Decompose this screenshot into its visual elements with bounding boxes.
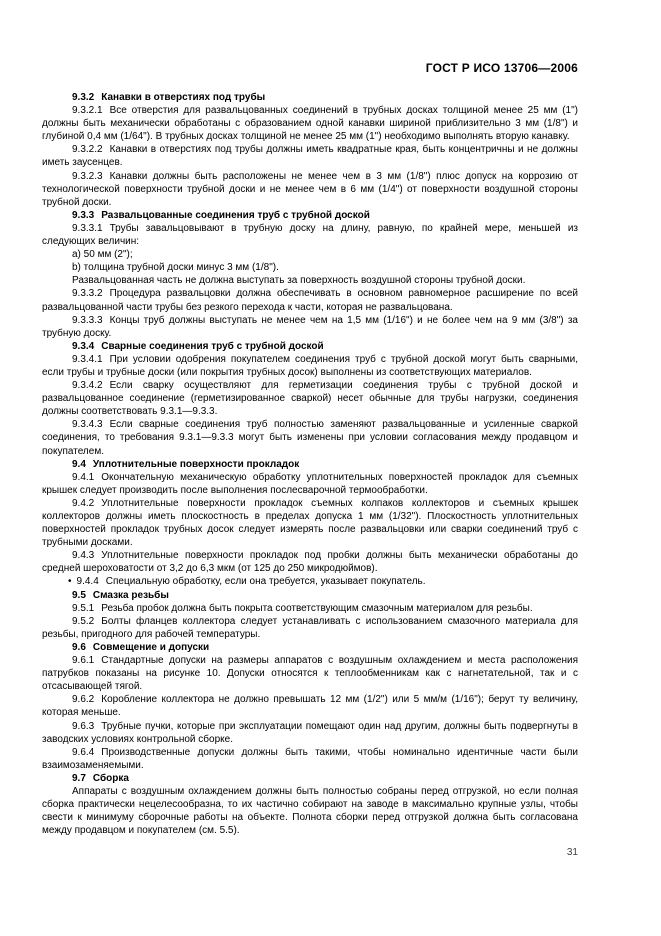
section-heading <box>42 772 578 785</box>
paragraph-text: Канавки должны быть расположены не менее чем в 3 мм (1/8") плюс допуск на коррозию от технологической поверхности трубной доски и не менее чем в 6 мм (1/4") от поверхности воздушной стороны трубной доски. <box>42 170 578 208</box>
paragraph <box>42 222 578 248</box>
list-item <box>42 248 578 261</box>
list-item-text: b) толщина трубной доски минус 3 мм (1/8"). <box>72 262 279 274</box>
document-code-header: ГОСТ Р ИСО 13706—2006 <box>425 61 578 75</box>
paragraph-text: Если сварку осуществляют для герметизации соединения трубы с трубной доской и развальцованное соединение (герметизированное сваркой) несет обычные для трубы нагрузки, соединения должны соответствовать 9.3.1—9.3.3. <box>42 380 578 418</box>
clause-number: 9.3.3.3 <box>72 314 103 326</box>
paragraph-text: Развальцованная часть не должна выступать за поверхность воздушной стороны трубной доски. <box>72 275 526 287</box>
paragraph-text: Все отверстия для развальцованных соединений в трубных досках толщиной менее 25 мм (1") должны быть механически обработаны с образованием одной канавки шириной приблизительно 3 мм (1/8") и глубиной 0,4 мм (1/64"). В трубных досках толщиной не менее 25 мм (1") необходимо выполнять вторую канавку. <box>42 105 578 143</box>
clause-number: 9.3.3 <box>72 209 95 221</box>
paragraph-text: Аппараты с воздушным охлаждением должны быть полностью собраны перед отгрузкой, но если полная сборка практически нецелесообразна, то их частично собирают на заводе в максимально крупные узлы, чтобы свести к минимуму сборочные работы на объекте. Полнота сборки перед отгрузкой должна быть согласована между продавцом и покупателем (см. 5.5). <box>42 785 578 837</box>
clause-number: 9.6.1 <box>72 655 95 667</box>
section-heading <box>42 209 578 222</box>
paragraph <box>42 418 578 457</box>
heading-text: Сборка <box>92 772 129 784</box>
heading-text: Канавки в отверстиях под трубы <box>101 92 266 103</box>
paragraph-text: Уплотнительные поверхности прокладок съемных колпаков коллекторов и съемных крышек коллекторов должны иметь плоскостность в пределах допуска 1 мм (1/32"). Плоскостность уплотнительных поверхностей прокладок трубных досок следует измерять после развальцовки или сварки соединений труб с трубными досками. <box>42 497 578 549</box>
clause-number: 9.5.2 <box>72 615 95 627</box>
clause-number: 9.3.3.1 <box>72 222 103 234</box>
paragraph-text: Концы труб должны выступать не менее чем на 1,5 мм (1/16") и не более чем на 9 мм (3/8") за трубную доску. <box>42 314 578 339</box>
list-item <box>42 261 578 274</box>
clause-number: 9.5 <box>72 589 86 601</box>
document-body <box>42 91 578 859</box>
clause-number: 9.4 <box>72 458 86 470</box>
clause-number: 9.6.2 <box>72 694 95 706</box>
paragraph <box>42 785 578 837</box>
paragraph-text: Процедура развальцовки должна обеспечивать в основном равномерное расширение по всей развальцованной части трубы без резкого перехода к части, которая не развальцована. <box>42 288 578 313</box>
clause-number: 9.3.4 <box>72 340 95 352</box>
bullet-icon: • <box>68 576 72 588</box>
paragraph <box>42 693 578 719</box>
clause-number: 9.6 <box>72 641 86 653</box>
clause-number: 9.3.4.2 <box>72 380 103 392</box>
heading-text: Сварные соединения труб с трубной доской <box>101 340 324 352</box>
section-heading <box>42 641 578 654</box>
clause-number: 9.3.3.2 <box>72 288 103 300</box>
paragraph <box>42 314 578 340</box>
paragraph <box>42 602 578 615</box>
heading-text: Совмещение и допуски <box>92 641 210 653</box>
paragraph-text: Производственные допуски должны быть такими, чтобы номинально идентичные части были взаимозаменяемыми. <box>42 746 578 771</box>
paragraph-text: Окончательную механическую обработку уплотнительных поверхностей прокладок для съемных крышек следует производить после выполнения послесварочной термообработки. <box>42 471 578 496</box>
paragraph-text: Канавки в отверстиях под трубы должны иметь квадратные края, быть концентричны и не должны иметь заусенцев. <box>42 144 578 169</box>
paragraph <box>42 274 578 287</box>
clause-number: 9.3.4.1 <box>72 353 103 365</box>
paragraph-text: Если сварные соединения труб полностью заменяют развальцованные и усиленные сваркой соединения, то требования 9.3.1—9.3.3 могут быть изменены при условии согласования между продавцом и покупателем. <box>42 419 578 457</box>
clause-number: 9.6.4 <box>72 746 95 758</box>
paragraph <box>42 379 578 418</box>
paragraph <box>42 353 578 379</box>
paragraph <box>42 143 578 169</box>
clause-number: 9.3.2.1 <box>72 105 103 117</box>
paragraph-text: Уплотнительные поверхности прокладок под пробки должны быть механически обработаны до средней шероховатости от 3,2 до 6,3 мкм (от 125 до 250 микродюймов). <box>42 550 578 575</box>
paragraph <box>42 615 578 641</box>
paragraph <box>42 104 578 143</box>
paragraph-text: При условии одобрения покупателем соединения труб с трубной доской могут быть сварными, если трубы и трубные доски (или покрытия трубных досок) выполнены из соответствующих материалов. <box>42 353 578 378</box>
paragraph-text: Стандартные допуски на размеры аппаратов с воздушным охлаждением и места расположения патрубков показаны на рисунке 10. Допуски относятся к теплообменникам как с нагнетательной, так и с отсасывающей тягой. <box>42 655 578 693</box>
section-heading <box>42 458 578 471</box>
section-heading <box>42 340 578 353</box>
clause-number: 9.6.3 <box>72 720 95 732</box>
clause-number: 9.4.4 <box>76 576 99 588</box>
paragraph-text: Болты фланцев коллектора следует устанавливать с использованием смазочного материала для резьбы, пригодного для рабочей температуры. <box>42 615 578 640</box>
paragraph <box>42 497 578 549</box>
clause-number: 9.3.2 <box>72 92 95 103</box>
paragraph <box>42 720 578 746</box>
heading-text: Развальцованные соединения труб с трубной доской <box>101 209 370 221</box>
clause-number: 9.4.3 <box>72 550 95 562</box>
section-heading <box>42 589 578 602</box>
page-number: 31 <box>566 847 578 859</box>
clause-number: 9.3.2.3 <box>72 170 103 182</box>
paragraph <box>42 170 578 209</box>
clause-number: 9.4.1 <box>72 471 95 483</box>
clause-number: 9.7 <box>72 772 86 784</box>
clause-number: 9.5.1 <box>72 602 95 614</box>
heading-text: Уплотнительные поверхности прокладок <box>92 458 300 470</box>
paragraph-text: Резьба пробок должна быть покрыта соответствующим смазочным материалом для резьбы. <box>101 602 533 614</box>
paragraph <box>42 287 578 313</box>
paragraph-text: Коробление коллектора не должно превышать 12 мм (1/2") или 5 мм/м (1/16"); берут ту величину, которая меньше. <box>42 694 578 719</box>
list-item-text: a) 50 мм (2"); <box>72 249 133 261</box>
section-heading <box>42 91 578 104</box>
bullet-item <box>42 575 578 588</box>
paragraph <box>42 471 578 497</box>
paragraph-text: Трубы завальцовывают в трубную доску на длину, равную, по крайней мере, меньшей из следующих величин: <box>42 222 578 248</box>
paragraph <box>42 549 578 575</box>
paragraph <box>42 654 578 693</box>
clause-number: 9.3.4.3 <box>72 419 103 431</box>
paragraph-text: Трубные пучки, которые при эксплуатации помещают один над другим, должны быть подвергнуты в заводских условиях контрольной сборке. <box>42 720 578 745</box>
clause-number: 9.4.2 <box>72 497 95 509</box>
clause-number: 9.3.2.2 <box>72 144 103 156</box>
bullet-item-text: Специальную обработку, если она требуется, указывает покупатель. <box>105 576 426 588</box>
heading-text: Смазка резьбы <box>92 589 169 601</box>
paragraph <box>42 746 578 772</box>
